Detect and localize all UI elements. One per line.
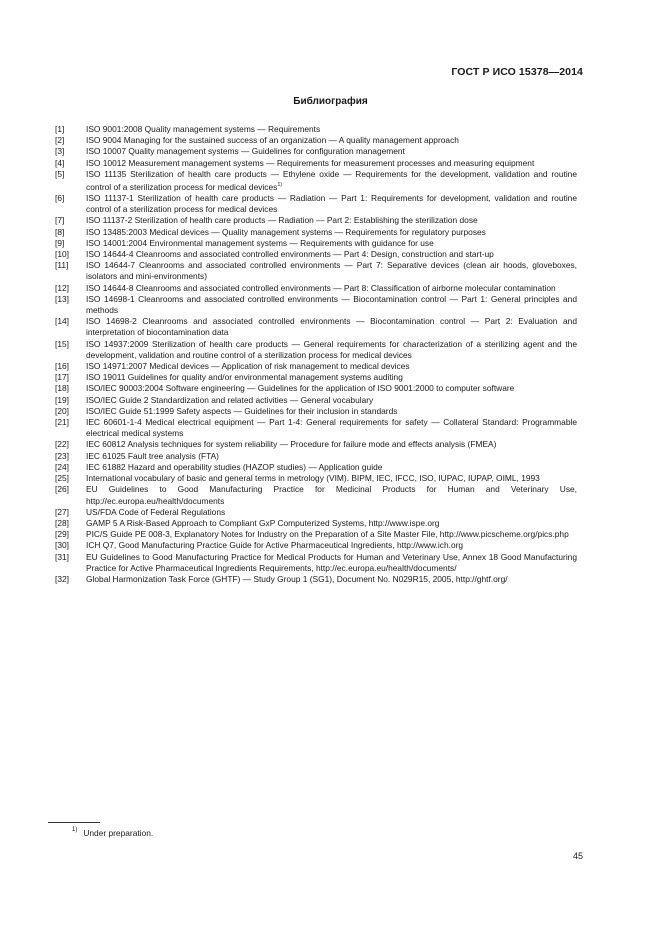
- reference-text: [86, 473, 577, 484]
- bibliography-list: [55, 124, 577, 585]
- reference-text: [86, 540, 577, 551]
- reference-number: [24]: [55, 461, 69, 472]
- page-number: 45: [572, 851, 583, 861]
- reference-number: [7]: [55, 215, 65, 226]
- reference-text-body: IEC 60601-1-4 Medical electrical equipment — Part 1-4: General requirements for safety — Collateral Standard: Programmable electrical medical systems: [86, 417, 577, 439]
- reference-text-body: US/FDA Code of Federal Regulations: [86, 506, 226, 517]
- reference-number: [22]: [55, 439, 69, 450]
- reference-item: [55, 518, 577, 529]
- footnote-reference: 1): [277, 182, 283, 189]
- reference-text: [86, 574, 577, 585]
- reference-text-body: ISO 9001:2008 Quality management systems — Requirements: [86, 124, 321, 134]
- reference-text: [86, 406, 577, 417]
- reference-item: [55, 529, 577, 540]
- reference-number: [19]: [55, 394, 69, 405]
- reference-number: [9]: [55, 237, 65, 248]
- reference-text: [86, 249, 577, 260]
- reference-number: [4]: [55, 157, 65, 168]
- reference-item: [55, 260, 577, 282]
- reference-item: [55, 193, 577, 215]
- reference-text: [86, 529, 577, 540]
- reference-text-body: ISO 19011 Guidelines for quality and/or environmental management systems auditing: [86, 372, 403, 383]
- footnote-mark: 1): [72, 827, 78, 833]
- reference-number: [27]: [55, 506, 69, 517]
- reference-text: [86, 417, 577, 439]
- reference-text-body: ISO/IEC 90003:2004 Software engineering — Guidelines for the application of ISO 9001:2000 to computer software: [86, 383, 515, 394]
- reference-text: [86, 283, 577, 294]
- reference-text-body: ISO/IEC Guide 51:1999 Safety aspects — Guidelines for their inclusion in standards: [86, 405, 398, 416]
- page-title: Библиография: [293, 96, 368, 107]
- reference-number: [1]: [55, 124, 65, 134]
- reference-text: [86, 339, 577, 361]
- reference-text-body: EU Guidelines to Good Manufacturing Practice for Medical Products for Human and Veterinary Use, Annex 18 Good Manufacturing Practice for Active Pharmaceutical Ingredients Requirements, http://ec.europa.eu/health/documents/: [86, 551, 577, 573]
- reference-text: [86, 518, 577, 529]
- reference-item: [55, 158, 577, 169]
- reference-text-body: ISO 9004 Managing for the sustained success of an organization — A quality management approach: [86, 135, 459, 146]
- footnote-divider: [48, 822, 100, 823]
- reference-text-body: ISO 13485:2003 Medical devices — Quality management systems — Requirements for regulatory purposes: [86, 226, 486, 237]
- reference-text-body: IEC 61025 Fault tree analysis (FTA): [86, 450, 219, 461]
- reference-number: [30]: [55, 540, 69, 551]
- reference-text-body: ISO 11137-2 Sterilization of health care products — Radiation — Part 2: Establishing the sterilization dose: [86, 215, 478, 226]
- reference-text: [86, 124, 577, 135]
- reference-text-body: ICH Q7, Good Manufacturing Practice Guide for Active Pharmaceutical Ingredients, http://www.ich.org: [86, 540, 464, 551]
- reference-item: [55, 316, 577, 338]
- reference-number: [20]: [55, 405, 69, 416]
- reference-text-body: ISO 14971:2007 Medical devices — Application of risk management to medical devices: [86, 361, 410, 372]
- reference-text-body: ISO 14001:2004 Environmental management systems — Requirements with guidance for use: [86, 237, 434, 248]
- reference-item: [55, 473, 577, 484]
- reference-text-body: ISO 14698-1 Cleanrooms and associated controlled environments — Biocontamination control — Part 1: General principles and methods: [86, 293, 577, 316]
- reference-text-body: Global Harmonization Task Force (GHTF) — Study Group 1 (SG1), Document No. N029R15, 2005, http://ghtf.org/: [86, 573, 508, 584]
- reference-text-body: ISO 14644-8 Cleanrooms and associated controlled environments — Part 8: Classification of airborne molecular contamination: [86, 282, 556, 293]
- reference-number: [11]: [55, 260, 69, 271]
- reference-number: [6]: [55, 193, 65, 204]
- reference-number: [26]: [55, 484, 69, 495]
- reference-text: [86, 395, 577, 406]
- reference-item: [55, 215, 577, 226]
- reference-number: [2]: [55, 135, 65, 146]
- reference-item: [55, 484, 577, 506]
- reference-item: [55, 283, 577, 294]
- reference-text: [86, 361, 577, 372]
- reference-item: [55, 507, 577, 518]
- reference-item: [55, 227, 577, 238]
- reference-text-body: GAMP 5 A Risk-Based Approach to Compliant GxP Computerized Systems, http://www.ispe.org: [86, 517, 440, 528]
- reference-item: [55, 249, 577, 260]
- reference-number: [21]: [55, 417, 69, 428]
- reference-text: [86, 146, 577, 157]
- reference-number: [31]: [55, 551, 69, 562]
- reference-item: [55, 169, 577, 193]
- reference-number: [14]: [55, 316, 69, 327]
- reference-text: [86, 462, 577, 473]
- reference-number: [10]: [55, 249, 69, 260]
- reference-number: [18]: [55, 383, 69, 394]
- reference-text: [86, 135, 577, 146]
- reference-item: [55, 395, 577, 406]
- reference-item: [55, 540, 577, 551]
- reference-text-body: ISO 14644-7 Cleanrooms and associated controlled environments — Part 7: Separative devices (clean air hoods, gloveboxes, isolators and mini-environments): [86, 260, 577, 282]
- reference-text-body: ISO 14937:2009 Sterilization of health care products — General requirements for characterization of a sterilizing agent and the development, validation and routine control of a sterilization process for medical devices: [86, 338, 577, 360]
- reference-item: [55, 361, 577, 372]
- reference-text: [86, 215, 577, 226]
- reference-text-body: ISO 10007 Quality management systems — Guidelines for configuration management: [86, 146, 405, 157]
- standard-header: ГОСТ Р ИСО 15378—2014: [451, 66, 583, 78]
- reference-text-body: IEC 60812 Analysis techniques for system reliability — Procedure for failure mode and effects analysis (FMEA): [86, 439, 497, 450]
- reference-text: [86, 294, 577, 316]
- footnote-text: Under preparation.: [83, 828, 154, 838]
- reference-number: [12]: [55, 282, 69, 293]
- reference-item: [55, 339, 577, 361]
- reference-item: [55, 146, 577, 157]
- reference-item: [55, 124, 577, 135]
- reference-text: [86, 169, 577, 193]
- reference-number: [32]: [55, 573, 69, 584]
- reference-text-body: ISO 11135 Sterilization of health care products — Ethylene oxide — Requirements for the development, validation and routine control of a sterilization process for medical devices: [86, 168, 577, 192]
- reference-item: [55, 574, 577, 585]
- footnote: [72, 828, 153, 838]
- reference-text: [86, 451, 577, 462]
- reference-text: [86, 238, 577, 249]
- reference-number: [13]: [55, 293, 69, 304]
- reference-item: [55, 552, 577, 574]
- reference-item: [55, 135, 577, 146]
- reference-number: [17]: [55, 372, 69, 383]
- reference-text-body: ISO 14698-2 Cleanrooms and associated controlled environments — Biocontamination control — Part 2: Evaluation and interpretation of biocontamination data: [86, 316, 577, 338]
- reference-number: [28]: [55, 517, 69, 528]
- reference-number: [23]: [55, 450, 69, 461]
- reference-text-body: ISO 14644-4 Cleanrooms and associated controlled environments — Part 4: Design, construction and start-up: [86, 249, 494, 260]
- reference-text: [86, 227, 577, 238]
- reference-text: [86, 372, 577, 383]
- reference-text: [86, 158, 577, 169]
- reference-text: [86, 507, 577, 518]
- reference-text: [86, 439, 577, 450]
- reference-item: [55, 462, 577, 473]
- reference-text-body: ISO/IEC Guide 2 Standardization and related activities — General vocabulary: [86, 394, 374, 405]
- reference-number: [8]: [55, 226, 65, 237]
- reference-item: [55, 406, 577, 417]
- reference-text-body: EU Guidelines to Good Manufacturing Practice for Medicinal Products for Human and Veterinary Use, http://ec.europa.eu/health/documents: [86, 484, 577, 506]
- reference-item: [55, 294, 577, 316]
- reference-number: [16]: [55, 361, 69, 372]
- reference-text: [86, 193, 577, 215]
- reference-item: [55, 383, 577, 394]
- reference-item: [55, 372, 577, 383]
- reference-text: [86, 383, 577, 394]
- reference-text: [86, 260, 577, 282]
- reference-item: [55, 451, 577, 462]
- reference-text-body: ISO 11137-1 Sterilization of health care products — Radiation — Part 1: Requirements for development, validation and routine control of a sterilization process for medical devices: [86, 193, 577, 215]
- reference-text: [86, 484, 577, 506]
- reference-number: [25]: [55, 473, 69, 484]
- reference-number: [5]: [55, 168, 65, 179]
- reference-number: [3]: [55, 146, 65, 157]
- reference-item: [55, 417, 577, 439]
- reference-text-body: International vocabulary of basic and general terms in metrology (VIM). BIPM, IEC, IFCC, ISO, IUPAC, IUPAP, OIML, 1993: [86, 473, 540, 484]
- reference-text-body: PIC/S Guide PE 008-3, Explanatory Notes for Industry on the Preparation of a Site Master File, http://www.picscheme.org/pics.php: [86, 529, 569, 540]
- reference-number: [29]: [55, 529, 69, 540]
- reference-text-body: IEC 61882 Hazard and operability studies (HAZOP studies) — Application guide: [86, 461, 383, 472]
- reference-text: [86, 552, 577, 574]
- reference-number: [15]: [55, 338, 69, 349]
- reference-item: [55, 238, 577, 249]
- reference-item: [55, 439, 577, 450]
- reference-text-body: ISO 10012 Measurement management systems — Requirements for measurement processes and measuring equipment: [86, 157, 535, 168]
- reference-text: [86, 316, 577, 338]
